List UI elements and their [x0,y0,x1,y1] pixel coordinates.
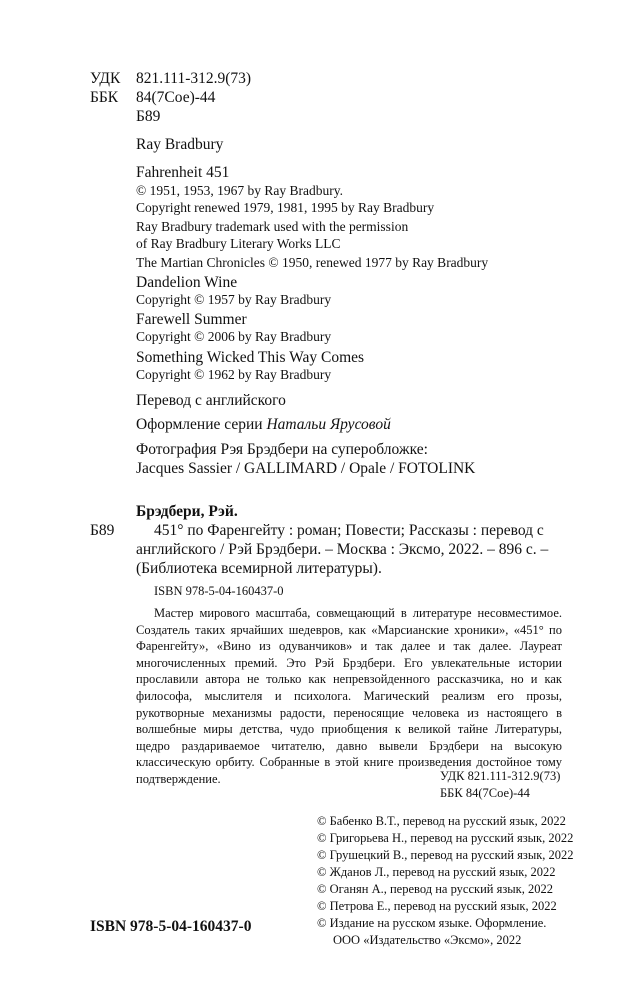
translator-copyright: © Григорьева Н., перевод на русский язык, 2022 [317,831,574,845]
work-title: Dandelion Wine [136,274,238,291]
isbn-bottom: ISBN 978-5-04-160437-0 [90,918,252,935]
trademark-line: of Ray Bradbury Literary Works LLC [136,236,341,251]
author-en: Ray Bradbury [136,136,224,153]
annotation-bbk: ББК 84(7Сое)-44 [440,786,530,800]
copyright-line: Copyright © 1962 by Ray Bradbury [136,367,332,382]
annotation-text: Мастер мирового масштаба, совмещающий в литературе несовместимое. Создатель таких ярчайших шедевров, как «Марсианские хроники», «451° по Фаренгейту», «Вино из одуванчиков» и так далее и так далее. Лауреат многочисленных премий. Это Рэй Брэдбери. Его увлекательные истории прославили автора не только как непревзойденного рассказчика, но и как философа, мыслителя и психолога. Магический реализм его прозы, рукотворные механизмы радости, переносящие человека из настоящего в волшебные миры детства, чудо приобщения к великой тайне Литературы, щедро раздариваемое читателю, давно вывели Брэдбери на высокую классическую орбиту. Собранные в этой книге произведения достойное тому подтверждение. [136,606,562,786]
martian-chronicles-line: The Martian Chronicles © 1950, renewed 1977 by Ray Bradbury [136,255,489,270]
author-mark: Б89 [136,108,161,125]
series-design-label: Оформление серии [136,416,263,433]
bbk-value: 84(7Сое)-44 [136,89,216,106]
copyright-line: Copyright © 2006 by Ray Bradbury [136,329,332,344]
edition-copyright: © Издание на русском языке. Оформление. [317,916,547,930]
trademark-line: Ray Bradbury trademark used with the permission [136,219,409,234]
catalog-line: 451° по Фаренгейту : роман; Повести; Рассказы : перевод с [154,522,544,539]
catalog-author-heading: Брэдбери, Рэй. [136,503,238,520]
work-title: Something Wicked This Way Comes [136,349,365,366]
translator-copyright: © Жданов Л., перевод на русский язык, 2022 [317,865,556,879]
bbk-label: ББК [90,89,119,106]
translator-copyright: © Оганян А., перевод на русский язык, 2022 [317,882,553,896]
photo-credit: Jacques Sassier / GALLIMARD / Opale / FOTOLINK [136,460,476,477]
catalog-line: английского / Рэй Брэдбери. – Москва : Эксмо, 2022. – 896 с. – [136,541,549,558]
udk-label: УДК [90,70,121,87]
series-designer-name: Натальи Ярусовой [266,416,391,433]
udk-value: 821.111-312.9(73) [136,70,252,87]
catalog-mark: Б89 [90,522,115,539]
catalog-isbn: ISBN 978-5-04-160437-0 [154,584,284,598]
photo-label: Фотография Рэя Брэдбери на суперобложке: [136,441,428,458]
copyright-line: © 1951, 1953, 1967 by Ray Bradbury. [136,183,343,198]
work-title: Farewell Summer [136,311,247,328]
translator-copyright: © Грушецкий В., перевод на русский язык, 2022 [317,848,574,862]
copyright-line: Copyright renewed 1979, 1981, 1995 by Ray Bradbury [136,200,435,215]
copyright-line: Copyright © 1957 by Ray Bradbury [136,292,332,307]
translation-note: Перевод с английского [136,392,286,409]
annotation-udk: УДК 821.111-312.9(73) [440,769,561,783]
translator-copyright: © Бабенко В.Т., перевод на русский язык, 2022 [317,814,566,828]
translator-copyright: © Петрова Е., перевод на русский язык, 2022 [317,899,557,913]
work-title: Fahrenheit 451 [136,164,230,181]
catalog-line: (Библиотека всемирной литературы). [136,560,382,577]
publisher-line: ООО «Издательство «Эксмо», 2022 [333,933,522,947]
series-design-line [136,416,391,434]
